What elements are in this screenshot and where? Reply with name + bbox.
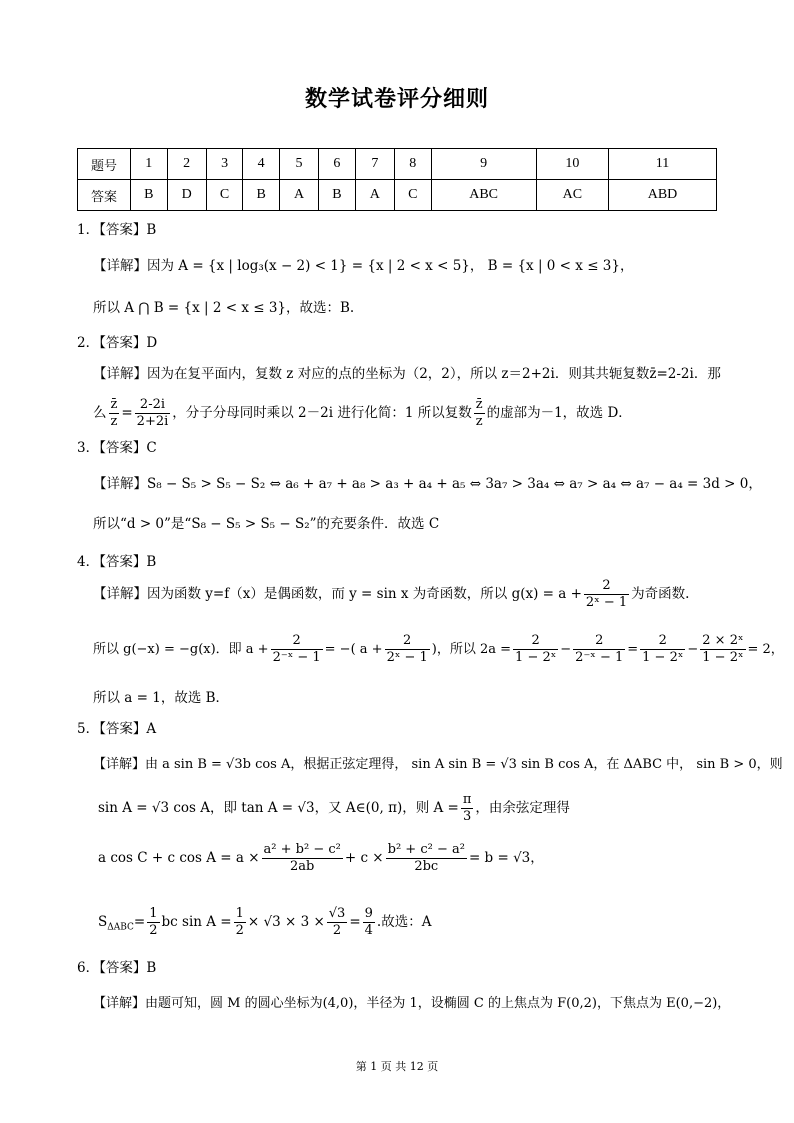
text-run: −: [687, 642, 699, 657]
q1-answer-heading: 1．【答案】B: [77, 222, 157, 238]
q3-explanation-line: 【详解】S₈ − S₅ > S₅ − S₂ ⇔ a₆ + a₇ + a₈ > a₃ + a₄ + a₅ ⇔ 3a₇ > 3a₄ ⇔ a₇ > a₄ ⇔ a₇ − a₄ = 3d > 0，: [93, 476, 762, 492]
numerator: 2: [584, 578, 629, 595]
denominator: z: [110, 414, 118, 429]
text-run: + c ×: [344, 850, 384, 866]
numerator: 2 × 2ˣ: [702, 633, 744, 648]
text-run: −: [560, 642, 572, 657]
table-cell: 7: [355, 149, 394, 180]
denominator: 2bc: [414, 859, 439, 874]
fraction: [640, 633, 685, 666]
denominator: 2: [332, 923, 342, 938]
numerator: 2: [640, 633, 685, 650]
table-row: [78, 149, 717, 180]
text-run: 的虚部为－1，故选 D．: [486, 405, 632, 421]
numerator: a² + b² − c²: [263, 842, 341, 857]
denominator: 2ˣ − 1: [585, 595, 628, 610]
table-cell: ABD: [608, 180, 716, 211]
fraction: [513, 633, 558, 666]
text-run: )，所以 2a =: [431, 642, 512, 657]
q2-explanation-line: [93, 396, 632, 430]
text-run: 所以 g(−x) = −g(x)．即 a +: [93, 642, 269, 657]
text-run: =: [349, 914, 361, 930]
denominator: 1 − 2ˣ: [642, 650, 684, 665]
text-run: × √3 × 3 ×: [247, 914, 325, 930]
denominator: 4: [364, 923, 373, 938]
q4-explanation-line: [93, 576, 689, 612]
q5-answer-heading: 5．【答案】A: [77, 721, 157, 737]
text-run: a cos C + c cos A = a ×: [98, 850, 260, 866]
numerator: z̄: [475, 397, 483, 412]
denominator: 2: [149, 923, 158, 938]
table-cell: 6: [319, 149, 356, 180]
q5-explanation-line: [98, 838, 544, 878]
table-cell: 10: [536, 149, 608, 180]
text-run: =: [627, 642, 639, 657]
numerator: 2: [513, 633, 558, 650]
numerator: 9: [364, 906, 373, 921]
table-cell: 3: [206, 149, 243, 180]
fraction: [584, 578, 629, 611]
text-run: bc sin A =: [161, 914, 232, 930]
page-title: 数学试卷评分细则: [304, 87, 489, 112]
table-cell: D: [167, 180, 206, 211]
table-cell: 9: [431, 149, 536, 180]
table-cell: ABC: [431, 180, 536, 211]
q4-explanation-line: 所以 a = 1，故选 B．: [93, 690, 230, 706]
text-run: S: [98, 914, 108, 930]
table-cell: 11: [608, 149, 716, 180]
numerator: π: [462, 792, 472, 807]
numerator: b² + c² − a²: [387, 842, 465, 857]
table-cell: B: [131, 180, 168, 211]
q3-explanation-line: 所以“d > 0”是“S₈ − S₅ > S₅ − S₂”的充要条件．故选 C: [93, 516, 440, 532]
fraction: [385, 633, 430, 666]
q6-answer-heading: 6．【答案】B: [77, 960, 157, 976]
numerator: 1: [235, 906, 244, 921]
table-cell: 8: [394, 149, 431, 180]
table-cell: B: [243, 180, 280, 211]
q1-explanation-line: 所以 A ⋂ B = {x | 2 < x ≤ 3}，故选：B.: [93, 300, 355, 316]
denominator: 2⁻ˣ − 1: [272, 650, 321, 665]
fraction: [262, 842, 343, 875]
table-cell: 5: [279, 149, 318, 180]
table-cell: 4: [243, 149, 280, 180]
text-run: =: [121, 405, 133, 421]
fraction: [573, 633, 625, 666]
text-run: sin A = √3 cos A，即 tan A = √3，又 A∈(0, π)，则 A =: [98, 800, 459, 816]
page-footer: 第 1 页 共 12 页: [355, 1060, 439, 1073]
subscript: ΔABC: [107, 922, 134, 933]
denominator: 3: [462, 809, 472, 824]
text-run: =: [133, 914, 146, 930]
table-row: [78, 180, 717, 211]
fraction: [327, 906, 348, 939]
table-cell: 1: [131, 149, 168, 180]
text-run: = 2，: [747, 642, 784, 657]
q5-explanation-line: [98, 900, 431, 950]
text-run: = −( a +: [324, 642, 383, 657]
numerator: 2-2i: [135, 397, 171, 414]
table-cell: AC: [536, 180, 608, 211]
denominator: 2ˣ − 1: [386, 650, 428, 665]
q5-explanation-line: [98, 790, 570, 826]
table-cell: A: [279, 180, 318, 211]
numerator: 1: [149, 906, 158, 921]
numerator: 2: [573, 633, 625, 650]
fraction: [109, 397, 120, 430]
q3-answer-heading: 3．【答案】C: [77, 440, 157, 456]
text-run: 为奇函数.: [631, 586, 690, 602]
q4-answer-heading: 4．【答案】B: [77, 554, 157, 570]
denominator: 2+2i: [136, 414, 169, 429]
q2-answer-heading: 2．【答案】D: [77, 335, 158, 351]
denominator: z: [475, 414, 483, 429]
fraction: [271, 633, 323, 666]
answer-table: [77, 148, 717, 211]
numerator: √3: [328, 906, 346, 921]
numerator: z̄: [110, 397, 118, 412]
denominator: 2ab: [290, 859, 315, 874]
text-run: .故选：A: [376, 914, 432, 930]
fraction: [135, 397, 171, 430]
fraction: [234, 906, 246, 939]
denominator: 1 − 2ˣ: [515, 650, 557, 665]
text-run: ，分子分母同时乘以 2－2i 进行化简：1 所以复数: [172, 405, 472, 421]
table-cell: 2: [167, 149, 206, 180]
row-header: 题号: [78, 149, 131, 180]
q6-explanation-line: 【详解】由题可知，圆 M 的圆心坐标为(4,0)，半径为 1，设椭圆 C 的上焦点为 F(0,2)，下焦点为 E(0,−2)，: [93, 996, 731, 1011]
denominator: 1 − 2ˣ: [702, 650, 744, 665]
table-cell: A: [355, 180, 394, 211]
fraction: [363, 906, 375, 939]
table-cell: C: [206, 180, 243, 211]
text-run: ，由余弦定理得: [475, 800, 570, 816]
table-cell: C: [394, 180, 431, 211]
denominator: 2⁻ˣ − 1: [575, 650, 624, 665]
numerator: 2: [385, 633, 430, 650]
fraction: [386, 842, 467, 875]
text-run: 【详解】因为函数 y=f（x）是偶函数，而 y = sin x 为奇函数，所以 g(x) = a +: [93, 586, 582, 602]
denominator: 2: [235, 923, 244, 938]
table-cell: B: [319, 180, 356, 211]
q4-explanation-line: [93, 630, 784, 670]
q5-explanation-line: 【详解】由 a sin B = √3b cos A，根据正弦定理得， sin A sin B = √3 sin B cos A，在 ΔABC 中， sin B > 0，则: [93, 757, 783, 772]
q1-explanation-line: 【详解】因为 A = {x | log₃(x − 2) < 1} = {x | 2 < x < 5}， B = {x | 0 < x ≤ 3}，: [93, 258, 634, 274]
fraction: [147, 906, 159, 939]
numerator: 2: [271, 633, 323, 650]
fraction: [700, 633, 745, 666]
fraction: [474, 397, 485, 430]
text-run: = b = √3，: [468, 850, 544, 866]
text-run: 么: [93, 405, 107, 421]
row-header: 答案: [78, 180, 131, 211]
q2-explanation-line: 【详解】因为在复平面内，复数 z 对应的点的坐标为（2，2），所以 z＝2+2i．则其共轭复数z̄=2-2i．那: [93, 366, 721, 382]
fraction: [461, 792, 474, 825]
